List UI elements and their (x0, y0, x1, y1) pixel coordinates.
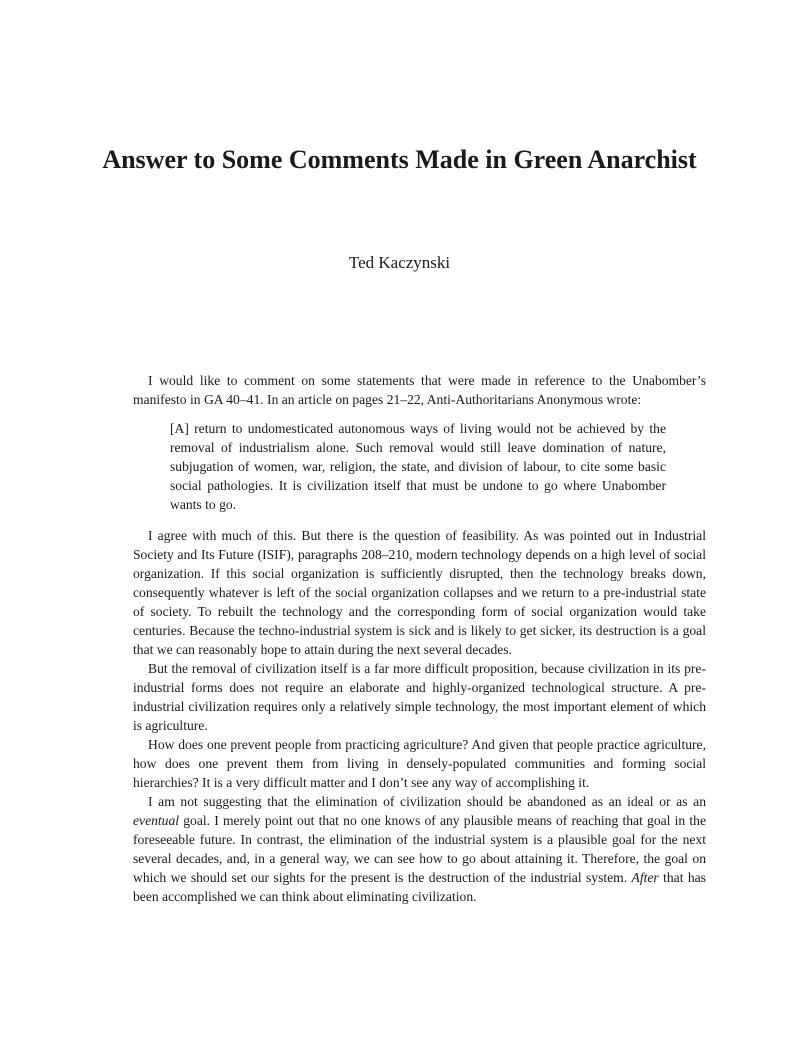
body-paragraph-1: I agree with much of this. But there is the question of feasibility. As was pointed out in Industrial Society and Its Future (ISIF), paragraphs 208–210, modern technology depends on a high level of social organization. If this social organization is sufficiently disrupted, then the technology breaks down, consequently whatever is left of the social organization collapses and we return to a pre-industrial state of society. To rebuilt the technology and the corresponding form of social organization would take centuries. Because the techno-industrial system is sick and is likely to get sicker, its destruction is a goal that we can reasonably hope to attain during the next several decades. (133, 528, 706, 657)
paragraph-4-text-c: that has been accomplished we can think about eliminating civilization. (133, 870, 706, 904)
body-paragraph-2: But the removal of civilization itself is a far more difficult proposition, because civilization in its pre-industrial forms does not require an elaborate and highly-organized technological structure. A pre-industrial civilization requires only a relatively simple technology, the most important element of which is agriculture. (133, 661, 706, 733)
body-paragraph-3: How does one prevent people from practicing agriculture? And given that people practice agriculture, how does one prevent them from living in densely-populated communities and forming social hierarchies? It is a very difficult matter and I don’t see any way of accomplishing it. (133, 737, 706, 790)
emphasis-eventual: eventual (133, 813, 180, 828)
quote-text: [A] return to undomesticated autonomous ways of living would not be achieved by the removal of industrialism alone. Such removal would still leave domination of nature, subjugation of women, war, religion, the state, and division of labour, to cite some basic social pathologies. It is civilization itself that must be undone to go where Unabomber wants to go. (170, 421, 666, 512)
body-paragraph-4 (133, 792, 706, 906)
block-quote (170, 419, 666, 514)
document-author: Ted Kaczynski (348, 253, 451, 272)
paragraph-4-text-a: I am not suggesting that the elimination of civilization should be abandoned as an ideal or as an (148, 794, 706, 809)
emphasis-after: After (631, 870, 659, 885)
document-body (133, 371, 706, 906)
intro-paragraph: I would like to comment on some statements that were made in reference to the Unabomber’s manifesto in GA 40–41. In an article on pages 21–22, Anti-Authoritarians Anonymous wrote: (133, 373, 706, 407)
document-title: Answer to Some Comments Made in Green Anarchist (102, 145, 697, 174)
paragraph-4-text-b: goal. I merely point out that no one knows of any plausible means of reaching that goal in the foreseeable future. In contrast, the elimination of the industrial system is a plausible goal for the next several decades, and, in a general way, we can see how to go about attaining it. Therefore, the goal on which we should set our sights for the present is the destruction of the industrial system. (133, 813, 706, 885)
